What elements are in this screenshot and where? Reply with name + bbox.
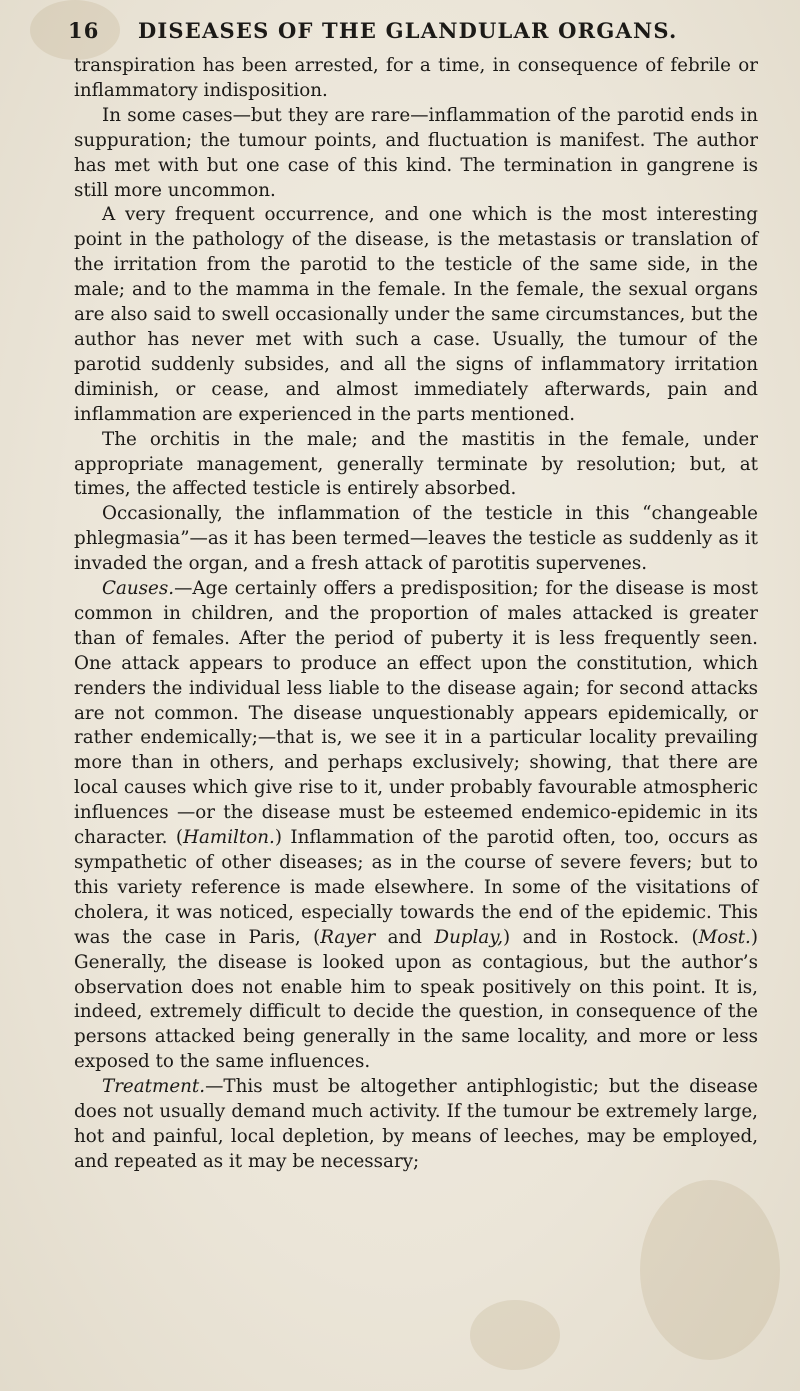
text-run: ) Inflammation of the parotid often, too, occurs as sympathetic of other diseases; as in the course of severe fevers; but to this variety reference is made elsewhere. In some of the visitations of cholera, it was noticed, especially towards the end of the epidemic. This was the case in Paris, ( (74, 827, 758, 948)
paragraph (74, 54, 758, 104)
text-run: In some cases—but they are rare—inflammation of the parotid ends in suppuration; the tumour points, and fluctuation is manifest. The author has met with but one case of this kind. The termination in gangrene is still more uncommon. (74, 104, 758, 201)
paragraph (74, 428, 758, 503)
italic-text: Rayer (320, 926, 376, 948)
text-body (74, 54, 758, 1175)
text-run: transpiration has been arrested, for a time, in consequence of febrile or inflammatory indisposition. (74, 55, 758, 101)
foxing-stain (470, 1300, 560, 1370)
text-run: The orchitis in the male; and the mastitis in the female, under appropriate management, generally terminate by resolution; but, at times, the affected testicle is entirely absorbed. (74, 428, 758, 500)
running-title: DISEASES OF THE GLANDULAR ORGANS. (138, 17, 678, 43)
text-run: ) and in Rostock. ( (503, 926, 699, 948)
text-run: —This must be altogether antiphlogistic; but the disease does not usually demand much activity. If the tumour be extremely large, hot and painful, local depletion, by means of leeches, may be employed, and repeated as it may be necessary; (74, 1076, 758, 1172)
foxing-stain (640, 1180, 780, 1360)
paragraph (74, 104, 758, 204)
running-header (68, 10, 758, 50)
italic-text: Duplay, (434, 926, 504, 948)
text-run: and (375, 926, 435, 948)
text-run: ) Generally, the disease is looked upon as contagious, but the author’s observation does not enable him to speak positively on this point. It is, indeed, extremely difficult to decide the question, in consequence of the persons attacked being generally in the same locality, and more or less exposed to the same influences. (74, 926, 758, 1073)
text-run: —Age certainly offers a predisposition; for the disease is most common in children, and the proportion of males attacked is greater than of females. After the period of puberty it is less frequently seen. One attack appears to produce an effect upon the constitution, which renders the individual less liable to the disease again; for second attacks are not common. The disease unquestionably appears epidemically, or rather endemically;—that is, we see it in a particular locality prevailing more than in others, and perhaps exclusively; showing, that there are local causes which give rise to it, under probably favourable atmospheric influences —or the disease must be esteemed endemico-epidemic in its character. ( (74, 578, 758, 849)
italic-text: Most. (698, 926, 751, 948)
paragraph (74, 502, 758, 577)
paragraph (74, 203, 758, 427)
text-run: A very frequent occurrence, and one which is the most interesting point in the pathology of the disease, is the metastasis or translation of the irritation from the parotid to the testicle of the same side, in the male; and to the mamma in the female. In the female, the sexual organs are also said to swell occasionally under the same circumstances, but the author has never met with such a case. Usually, the tumour of the parotid suddenly subsides, and all the signs of inflammatory irritation diminish, or cease, and almost immediately afterwards, pain and inflammation are experienced in the parts mentioned. (74, 204, 758, 425)
paragraph (74, 1075, 758, 1175)
text-run: Occasionally, the inflammation of the testicle in this “changeable phlegmasia”—as it has been termed—leaves the testicle as suddenly as it invaded the organ, and a fresh attack of parotitis supervenes. (74, 503, 758, 575)
italic-text: Hamilton. (183, 827, 275, 849)
italic-text: Treatment. (102, 1076, 206, 1098)
paragraph (74, 577, 758, 1075)
page-number: 16 (68, 17, 100, 43)
italic-text: Causes. (102, 578, 175, 600)
